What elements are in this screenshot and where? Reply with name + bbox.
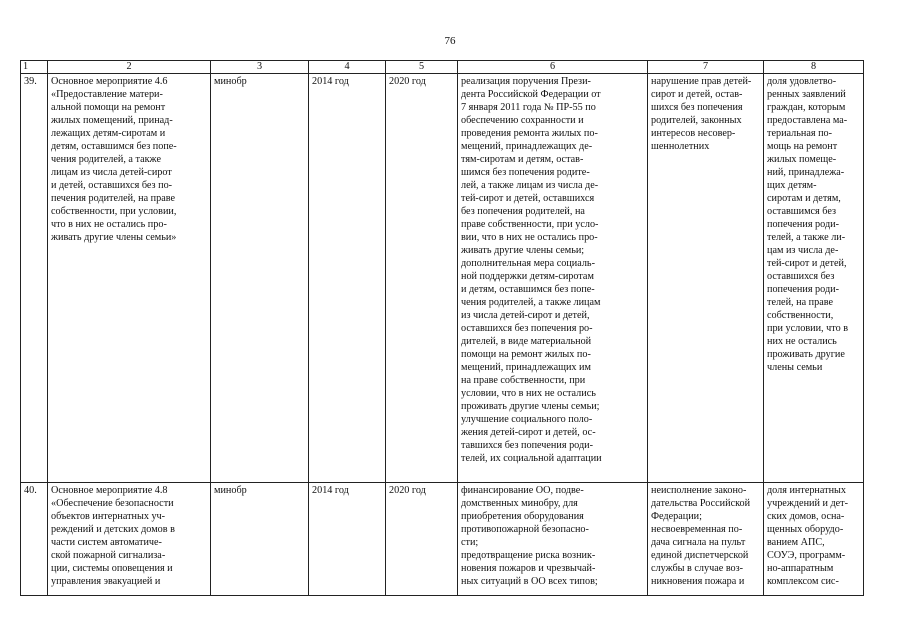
- indicators: доля удовлетво- ренных заявлений граждан, которым предоставлена ма- териальная по- мощь на ремонт жилых помеще- ний, принадлежа- щих детям- сиротам и детям, оставшимся без попечения роди- телей, а также ли- цам из числа де- тей-сирот и детей, оставшихся без попечения роди- телей, на праве собственности, при условии, что в них не остались проживать другие члены семьи: [764, 74, 864, 483]
- expected-result: реализация поручения Прези- дента Российской Федерации от 7 января 2011 года № ПР-55 по обеспечению сохранности и проведения ремонта жилых по- мещений, принадлежащих де- тям-сиротам и детям, остав- шимся без попечения родите- лей, а также лицам из числа де- тей-сирот и детей, оставшихся без попечения родителей, на праве собственности, при усло- вии, что в них не остались про- живать другие члены семьи; дополнительная мера социаль- ной поддержки детям-сиротам и детям, оставшимся без попе- чения родителей, а также лицам из числа детей-сирот и детей, оставшихся без попечения ро- дителей, в виде материальной помощи на ремонт жилых по- мещений, принадлежащих им на праве собственности, при условии, что в них не остались проживать другие члены семьи; улучшение социального поло- жения детей-сирот и детей, ос- тавшихся без попечения роди- телей, их социальной адаптации: [458, 74, 648, 483]
- column-header-8: 8: [764, 61, 864, 74]
- end-year: 2020 год: [386, 483, 458, 596]
- table-row: [21, 74, 864, 483]
- column-header-1: 1: [21, 61, 48, 74]
- column-header-4: 4: [309, 61, 386, 74]
- event-name: Основное мероприятие 4.8 «Обеспечение безопасности объектов интернатных уч- реждений и детских домов в части систем автоматиче- ской пожарной сигнализа- ции, системы оповещения и управления эвакуацией и: [48, 483, 211, 596]
- non-implementation-consequences: нарушение прав детей- сирот и детей, остав- шихся без попечения родителей, законных интересов несовер- шеннолетних: [648, 74, 764, 483]
- column-header-5: 5: [386, 61, 458, 74]
- column-header-7: 7: [648, 61, 764, 74]
- non-implementation-consequences: неисполнение законо- дательства Российской Федерации; несвоевременная по- дача сигнала на пульт единой диспетчерской службы в случае воз- никновения пожара и: [648, 483, 764, 596]
- column-number-row: [21, 61, 864, 74]
- executor: минобр: [211, 74, 309, 483]
- table-row: [21, 483, 864, 596]
- row-number: 40.: [21, 483, 48, 596]
- start-year: 2014 год: [309, 74, 386, 483]
- column-header-6: 6: [458, 61, 648, 74]
- expected-result: финансирование ОО, подве- домственных минобру, для приобретения оборудования противопожарной безопасно- сти; предотвращение риска возник- новения пожаров и чрезвычай- ных ситуаций в ОО всех типов;: [458, 483, 648, 596]
- column-header-2: 2: [48, 61, 211, 74]
- column-header-3: 3: [211, 61, 309, 74]
- start-year: 2014 год: [309, 483, 386, 596]
- executor: минобр: [211, 483, 309, 596]
- end-year: 2020 год: [386, 74, 458, 483]
- row-number: 39.: [21, 74, 48, 483]
- page-number: 76: [444, 35, 456, 47]
- program-table: [20, 60, 864, 596]
- indicators: доля интернатных учреждений и дет- ских домов, осна- щенных оборудо- ванием АПС, СОУЭ, программ- но-аппаратным комплексом сис-: [764, 483, 864, 596]
- event-name: Основное мероприятие 4.6 «Предоставление матери- альной помощи на ремонт жилых помещений, принад- лежащих детям-сиротам и детям, оставшимся без попе- чения родителей, а также лицам из числа детей-сирот и детей, оставшихся без по- печения родителей, на праве собственности, при условии, что в них не остались про- живать другие члены семьи»: [48, 74, 211, 483]
